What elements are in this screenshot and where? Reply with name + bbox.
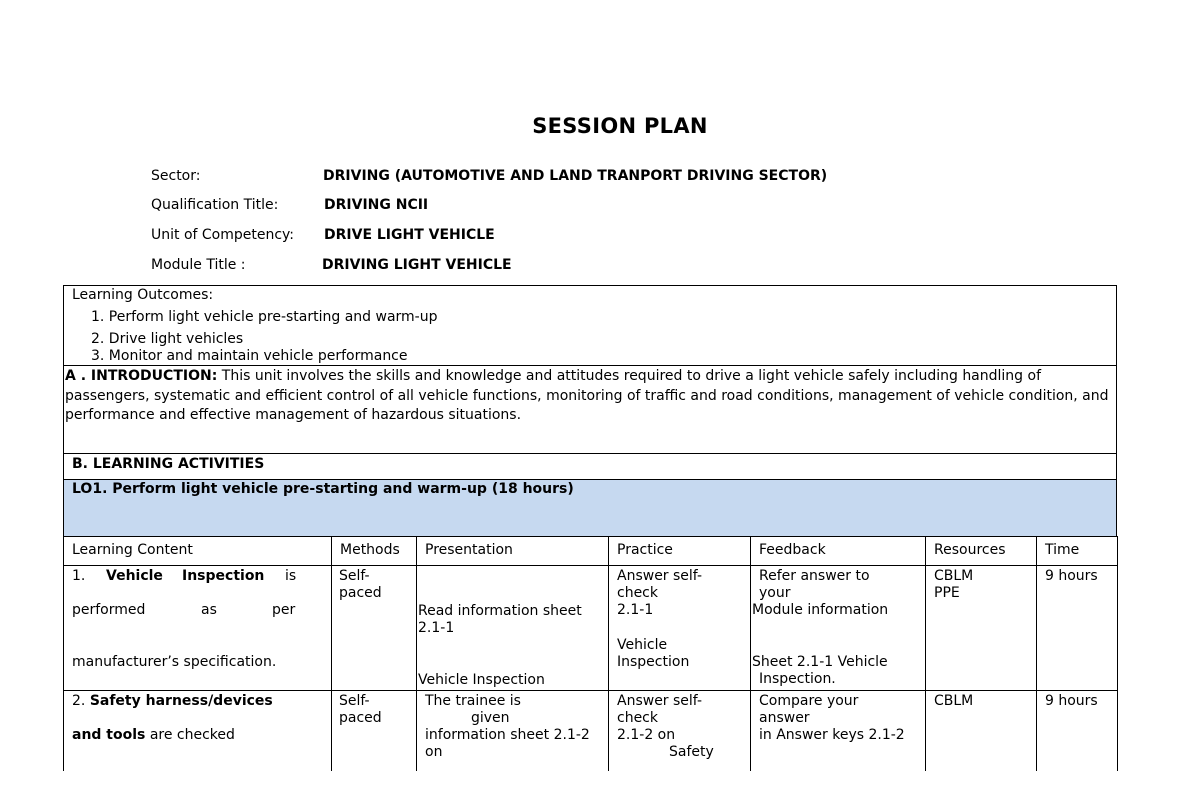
practice-line: Answer self- xyxy=(617,568,703,584)
presentation-cell xyxy=(417,691,609,772)
content-rest: are checked xyxy=(145,727,235,743)
presentation-cell xyxy=(417,566,609,691)
header-cell xyxy=(332,537,417,566)
methods-line: paced xyxy=(339,585,382,601)
learning-outcome-item: 1. Perform light vehicle pre-starting and warm-up xyxy=(91,309,438,325)
methods-line: paced xyxy=(339,710,382,726)
practice-line: Safety xyxy=(669,744,714,760)
feedback-line: Compare your xyxy=(759,693,859,709)
content-as: as xyxy=(201,602,217,618)
feedback-line: your xyxy=(759,585,791,601)
methods-line: Self- xyxy=(339,693,370,709)
content-bold-1: Safety harness/devices xyxy=(89,693,273,709)
learning-outcomes-box xyxy=(63,285,1117,366)
sector-label: Sector: xyxy=(151,168,201,184)
content-bold-1: Vehicle xyxy=(106,568,163,584)
content-number: 1. xyxy=(72,568,86,584)
practice-line: check xyxy=(617,710,658,726)
time-cell xyxy=(1037,691,1118,772)
lo1-heading: LO1. Perform light vehicle pre-starting and warm-up (18 hours) xyxy=(63,479,1117,536)
resources-line: CBLM xyxy=(934,693,974,709)
practice-cell xyxy=(609,691,751,772)
presentation-line: on xyxy=(425,744,443,760)
module-value: DRIVING LIGHT VEHICLE xyxy=(322,257,512,273)
practice-line: 2.1-1 xyxy=(617,602,654,618)
presentation-line: 2.1-1 xyxy=(418,620,455,636)
content-is: is xyxy=(285,568,297,584)
header-cell xyxy=(609,537,751,566)
feedback-cell xyxy=(751,566,926,691)
header-cell xyxy=(64,537,332,566)
methods-cell xyxy=(332,566,417,691)
content-line3: manufacturer’s specification. xyxy=(72,654,277,670)
activities-table xyxy=(63,536,1118,771)
unit-value: DRIVE LIGHT VEHICLE xyxy=(324,227,495,243)
table-row xyxy=(64,566,1118,691)
feedback-cell xyxy=(751,691,926,772)
practice-cell xyxy=(609,566,751,691)
feedback-line: Inspection. xyxy=(759,671,836,687)
learning-activities-heading: B. LEARNING ACTIVITIES xyxy=(63,453,1117,480)
resources-cell xyxy=(926,691,1037,772)
practice-line: 2.1-2 on xyxy=(617,727,676,743)
introduction-text: This unit involves the skills and knowledge and attitudes required to drive a light vehicle safely including handling of passengers, systematic and efficient control of all vehicle functions, monitoring of traffic and road conditions, management of vehicle condition, and performance and effective management of hazardous situations. xyxy=(65,368,1109,423)
qualification-label: Qualification Title: xyxy=(151,197,279,213)
introduction-heading: A . INTRODUCTION: xyxy=(65,368,218,384)
header-methods: Methods xyxy=(340,542,400,558)
header-cell xyxy=(751,537,926,566)
table-row xyxy=(64,691,1118,772)
header-learning-content: Learning Content xyxy=(72,542,193,558)
feedback-line: in Answer keys 2.1-2 xyxy=(759,727,905,743)
header-cell xyxy=(417,537,609,566)
time-value: 9 hours xyxy=(1045,693,1098,709)
header-feedback: Feedback xyxy=(759,542,826,558)
qualification-value: DRIVING NCII xyxy=(324,197,429,213)
feedback-line: Sheet 2.1-1 Vehicle xyxy=(752,654,888,670)
methods-line: Self- xyxy=(339,568,370,584)
feedback-line: Refer answer to xyxy=(759,568,870,584)
content-number: 2. xyxy=(72,693,90,709)
feedback-line: answer xyxy=(759,710,810,726)
resources-cell xyxy=(926,566,1037,691)
practice-line: check xyxy=(617,585,658,601)
learning-outcome-item: 2. Drive light vehicles xyxy=(91,331,244,347)
learning-outcomes-header: Learning Outcomes: xyxy=(72,287,214,303)
introduction-box xyxy=(63,365,1117,454)
resources-line: PPE xyxy=(934,585,960,601)
unit-label: Unit of Competency: xyxy=(151,227,295,243)
header-resources: Resources xyxy=(934,542,1006,558)
content-line-2 xyxy=(72,727,235,744)
header-cell xyxy=(1037,537,1118,566)
content-bold-2: Inspection xyxy=(182,568,265,584)
time-value: 9 hours xyxy=(1045,568,1098,584)
learning-content-cell xyxy=(64,566,332,691)
presentation-line: Vehicle Inspection xyxy=(418,672,545,688)
practice-line: Inspection xyxy=(617,654,690,670)
page-title: SESSION PLAN xyxy=(532,114,708,138)
presentation-line: Read information sheet xyxy=(418,603,582,619)
content-per: per xyxy=(272,602,296,618)
resources-line: CBLM xyxy=(934,568,974,584)
presentation-line: The trainee is xyxy=(425,693,521,709)
practice-line: Answer self- xyxy=(617,693,703,709)
time-cell xyxy=(1037,566,1118,691)
learning-outcome-item: 3. Monitor and maintain vehicle performance xyxy=(91,348,408,364)
presentation-line: given xyxy=(471,710,510,726)
feedback-line: Module information xyxy=(752,602,889,618)
presentation-line: information sheet 2.1-2 xyxy=(425,727,590,743)
learning-content-cell xyxy=(64,691,332,772)
content-bold-2: and tools xyxy=(72,727,146,743)
methods-cell xyxy=(332,691,417,772)
table-header-row xyxy=(64,537,1118,566)
practice-line: Vehicle xyxy=(617,637,668,653)
sector-value: DRIVING (AUTOMOTIVE AND LAND TRANPORT DRIVING SECTOR) xyxy=(323,168,828,184)
header-presentation: Presentation xyxy=(425,542,513,558)
module-label: Module Title : xyxy=(151,257,246,273)
content-line-1 xyxy=(72,693,273,710)
content-performed: performed xyxy=(72,602,146,618)
header-time: Time xyxy=(1045,542,1080,558)
header-practice: Practice xyxy=(617,542,673,558)
header-cell xyxy=(926,537,1037,566)
